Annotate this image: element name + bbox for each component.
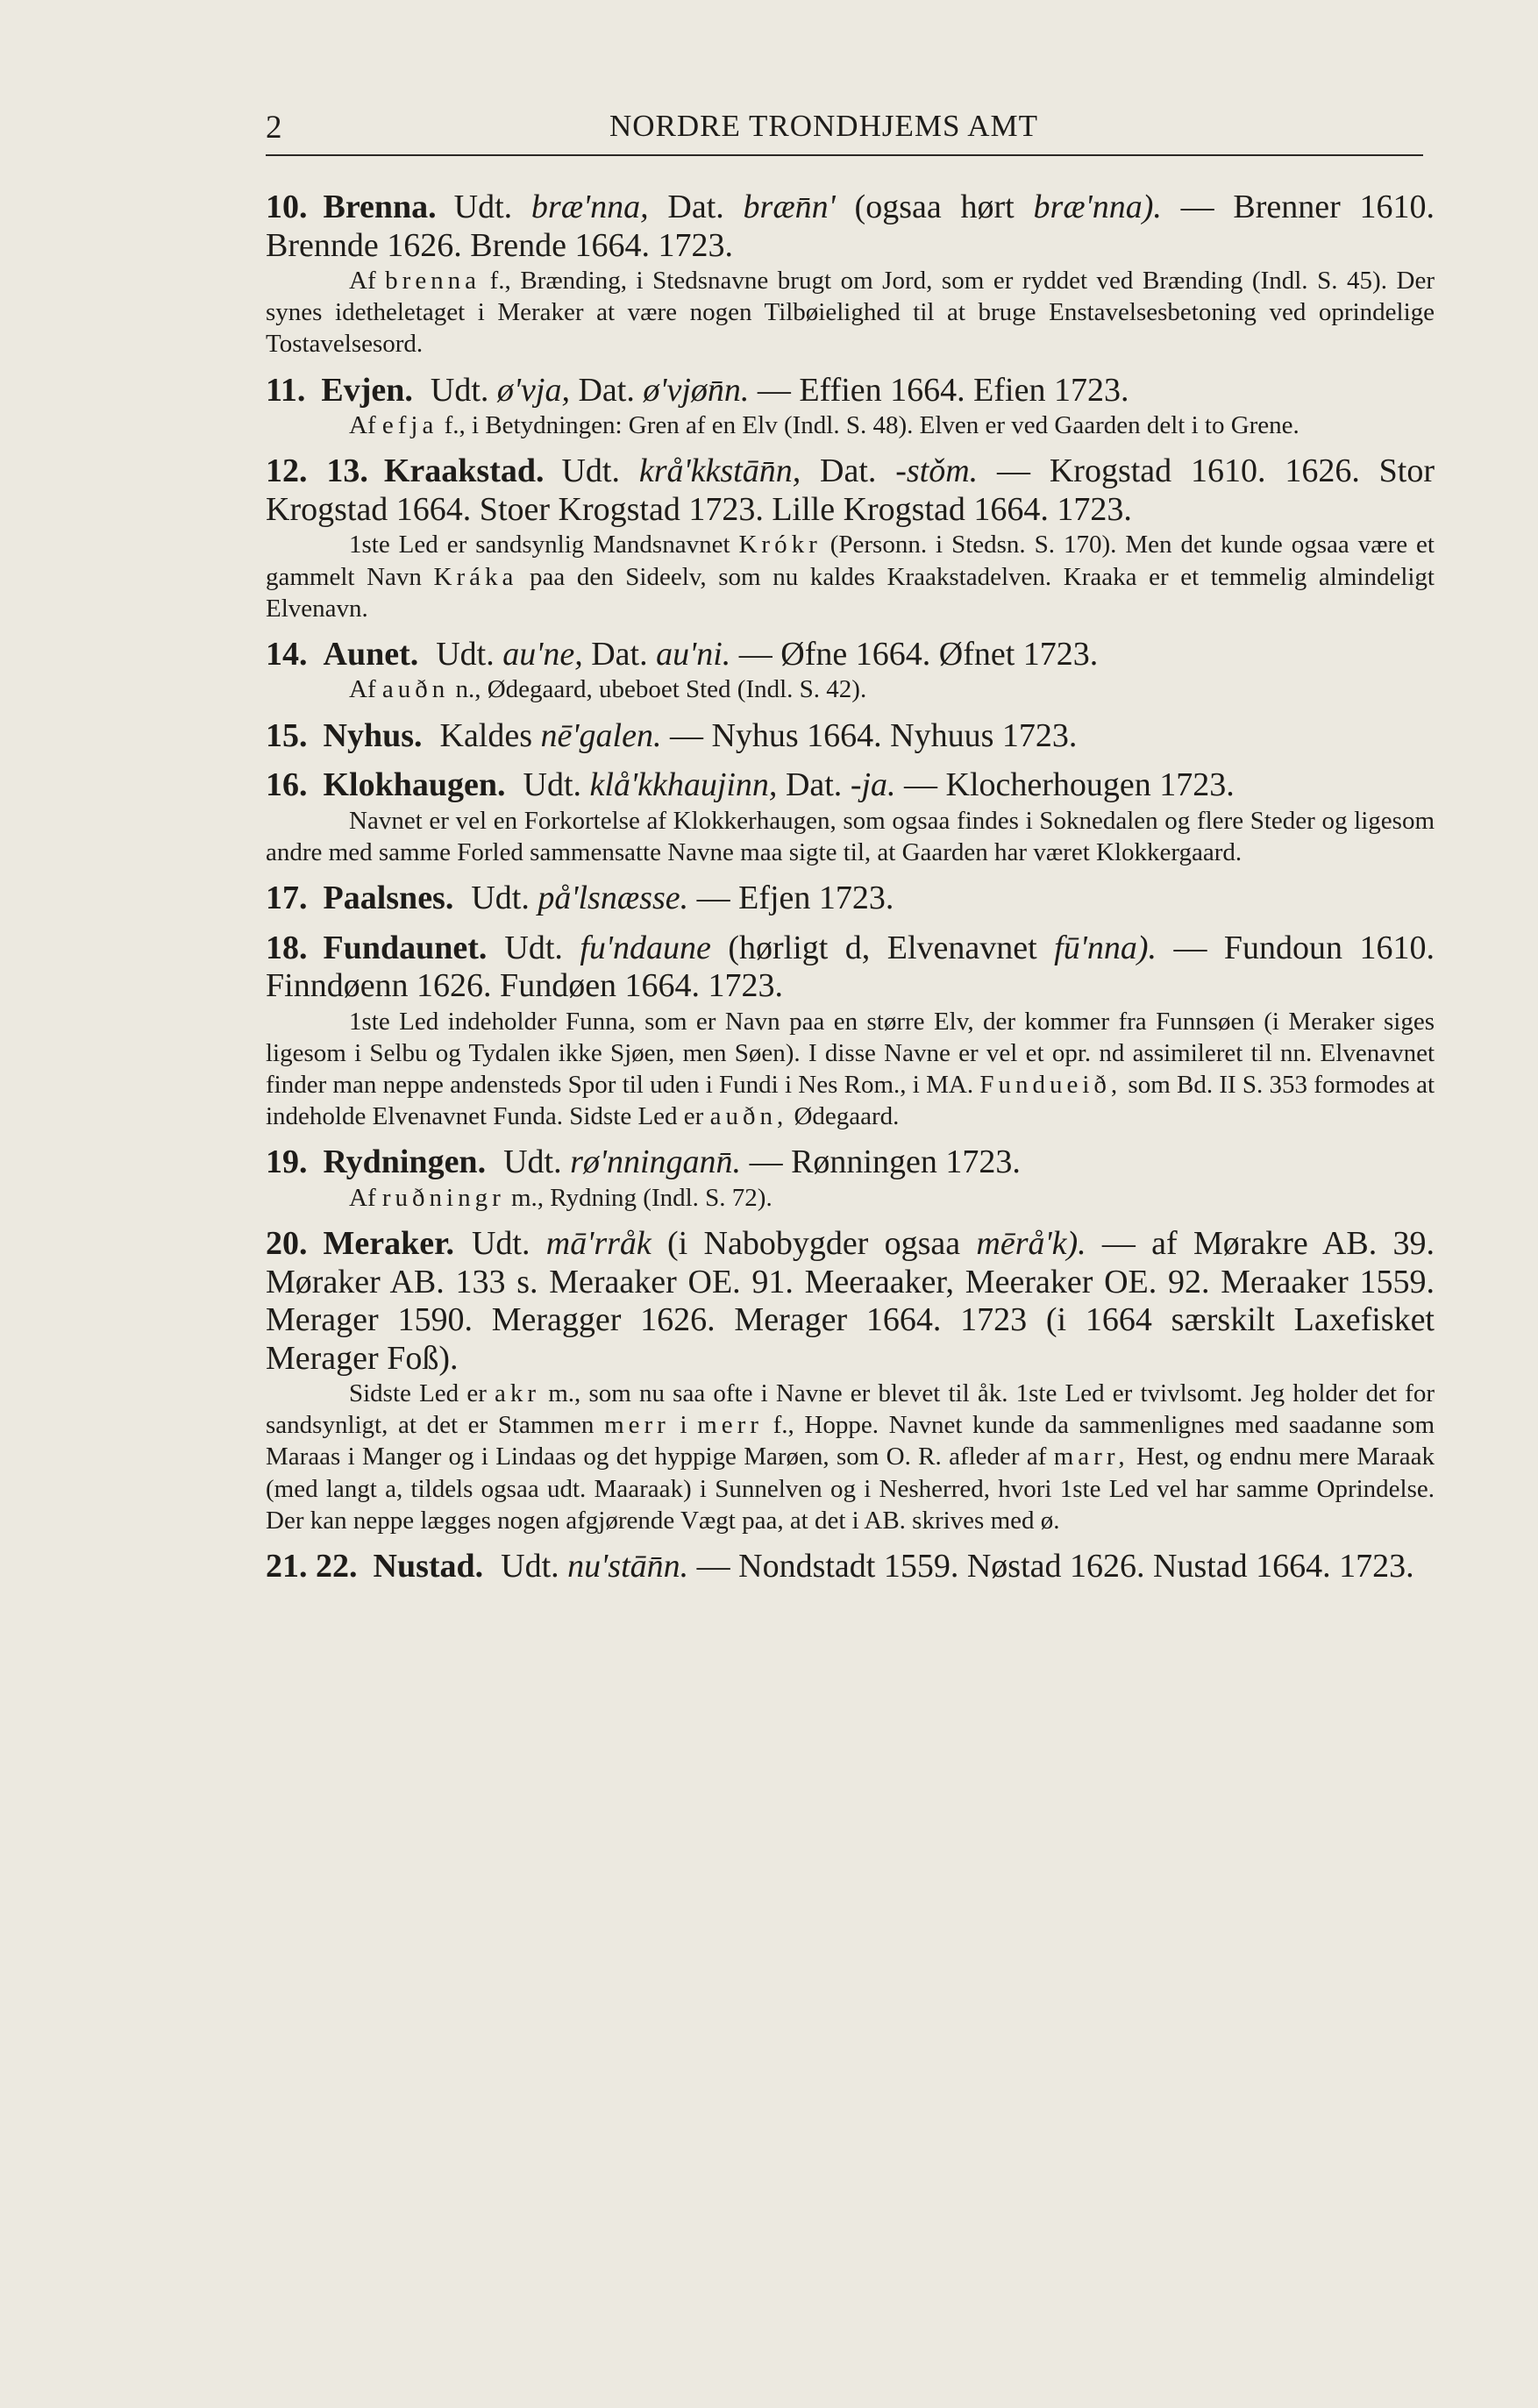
entry-text: — Brenner 1610. Brennde 1626. Brende 1664. 1723. <box>266 189 1435 264</box>
note-text: m., Rydning (Indl. S. 72). <box>504 1183 773 1212</box>
entry-note <box>266 805 1435 868</box>
entry-heading <box>266 1143 1435 1182</box>
entry-text: — Rønningen 1723. <box>741 1143 1021 1181</box>
entry-text: (hørligt d, Elvenavnet <box>710 929 1055 966</box>
spaced-word: merr <box>697 1411 763 1440</box>
running-title: NORDRE TRONDHJEMS AMT <box>609 109 1039 143</box>
entry-name: Nyhus. <box>323 716 423 754</box>
entry-heading <box>266 880 1435 918</box>
entry-note <box>266 1182 1435 1214</box>
entry-name: Rydningen. <box>323 1143 487 1181</box>
entry-text: Dat. <box>582 635 657 673</box>
pronunciation: mērå'k). <box>976 1225 1086 1263</box>
entry-text: Dat. <box>569 371 644 409</box>
spaced-word: Fundueið, <box>979 1070 1122 1099</box>
entry-text: Dat. <box>777 766 851 804</box>
spaced-word: brenna <box>385 267 481 295</box>
page-header <box>266 105 1423 156</box>
entry-heading <box>266 452 1435 529</box>
entry-heading <box>266 189 1435 265</box>
note-text: f., i Betydningen: Gren af en Elv (Indl. S. 48). Elven er ved Gaarden delt i to Grene. <box>438 411 1299 440</box>
note-text: Af <box>349 675 382 704</box>
entry-text: — Klocherhougen 1723. <box>895 766 1235 804</box>
entry-text: Udt. <box>471 1225 546 1263</box>
entry-number: 10. <box>266 189 308 225</box>
spaced-word: ruðningr <box>381 1183 505 1212</box>
entry-text: (i Nabobygder ogsaa <box>651 1225 977 1263</box>
entry-number: 12. 13. <box>266 452 368 490</box>
entry-name: Aunet. <box>323 635 419 673</box>
entry-text: — Fundoun 1610. Finndøenn 1626. Fundøen 1664. 1723. <box>266 929 1435 1005</box>
entry-note <box>266 673 1435 705</box>
spaced-word: efja <box>381 411 438 440</box>
entry-text: Udt. <box>471 880 538 917</box>
note-text: Navnet er vel en Forkortelse af Klokkerhaugen, som ogsaa findes i Soknedalen og flere Steder og ligesom andre med samme Forled sammensatte Navne maa sigte til, at Gaarden har været Klokkergaard. <box>266 806 1435 866</box>
entry-heading <box>266 930 1435 1006</box>
note-text: (Personn. i Stedsn. S. 170). Men det kunde ogsaa være et gammelt Navn <box>266 531 1435 591</box>
entry-heading <box>266 1225 1435 1378</box>
pronunciation: krå'kkstān̄n, <box>638 452 801 490</box>
pronunciation: nē'galen. <box>540 716 662 754</box>
spaced-word: merr <box>604 1411 670 1440</box>
entry-name: Kraakstad. <box>383 452 545 490</box>
pronunciation: fu'ndaune <box>580 929 711 966</box>
entry-name: Meraker. <box>323 1225 454 1263</box>
note-text: 1ste Led er sandsynlig Mandsnavnet <box>349 531 739 559</box>
entry-number: 11. <box>266 371 306 409</box>
entry-heading <box>266 372 1435 410</box>
entry-text: Udt. <box>436 635 503 673</box>
entry-text: Udt. <box>453 189 531 225</box>
entry-note <box>266 1006 1435 1133</box>
entry-text: Dat. <box>801 452 896 490</box>
entry-number: 19. <box>266 1143 308 1181</box>
entry-name: Fundaunet. <box>323 929 488 966</box>
entry-name: Brenna. <box>323 189 437 225</box>
note-text: som Bd. II S. 353 formodes at indeholde Elvenavnet Funda. Sidste Led er <box>266 1070 1435 1131</box>
entry-text: Udt. <box>561 452 639 490</box>
entry-heading <box>266 766 1435 805</box>
entry-text: — Krogstad 1610. 1626. Stor Krogstad 1664. Stoer Krogstad 1723. Lille Krogstad 1664. 1723. <box>266 452 1435 528</box>
entry-heading <box>266 717 1435 756</box>
entry-name: Paalsnes. <box>323 880 454 917</box>
entry-note <box>266 1378 1435 1536</box>
pronunciation: fū'nna). <box>1054 929 1157 966</box>
entry-name: Evjen. <box>321 371 413 409</box>
entry-number: 16. <box>266 766 308 804</box>
note-text: m., som nu saa ofte i Navne er blevet til åk. 1ste Led er tvivlsomt. Jeg holder det for sandsynligt, at det er Stammen <box>266 1379 1435 1440</box>
entry-number: 17. <box>266 880 308 917</box>
note-text: f., Brænding, i Stedsnavne brugt om Jord, som er ryddet ved Brænding (Indl. S. 45). Der synes idetheletaget i Meraker at være nogen Tilbøielighed til at bruge Enstavelsesbetoning ved oprindelige Tostavelsesord. <box>266 267 1435 359</box>
note-text: Af <box>349 1183 382 1212</box>
note-text: Hest, og endnu mere Maraak (med langt a, tildels ogsaa udt. Maaraak) i Sunnelven og i Nesherred, hvori 1ste Led vel har samme Oprindelse. Der kan neppe lægges nogen afgjørende Vægt paa, at det i AB. skrives med ø. <box>266 1443 1435 1535</box>
entry-text: — Nyhus 1664. Nyhuus 1723. <box>661 716 1078 754</box>
entry-text: Udt. <box>504 929 580 966</box>
pronunciation: au'ni. <box>656 635 731 673</box>
entry-text: Udt. <box>523 766 590 804</box>
spaced-word: auðn <box>381 675 450 704</box>
entry-text: Dat. <box>648 189 744 225</box>
entry-heading <box>266 636 1435 674</box>
entry-text: — Nondstadt 1559. Nøstad 1626. Nustad 1664. 1723. <box>688 1548 1414 1585</box>
pronunciation: bræ'nna). <box>1033 189 1162 225</box>
entry-number: 15. <box>266 716 308 754</box>
entry-note <box>266 529 1435 624</box>
note-text: Af <box>349 267 386 295</box>
entry-text: Kaldes <box>439 716 541 754</box>
note-text: Ødegaard. <box>787 1102 900 1131</box>
entry-heading <box>266 1548 1435 1586</box>
page-number: 2 <box>266 110 282 146</box>
pronunciation: nu'stān̄n. <box>567 1548 689 1585</box>
spaced-word: akr <box>495 1379 541 1408</box>
pronunciation: klå'kkhaujinn, <box>589 766 778 804</box>
pronunciation: au'ne, <box>502 635 583 673</box>
note-text: 1ste Led indeholder Funna, som er Navn paa en større Elv, der kommer fra Funnsøen (i Meraker siges ligesom i Selbu og Tydalen ikke Sjøen, men Søen). I disse Navne er vel et opr. nd assimileret til nn. Elvenavnet finder man neppe andensteds Spor til uden i Fundi i Nes Rom., i MA. <box>266 1007 1435 1099</box>
entry-text: — Efjen 1723. <box>688 880 894 917</box>
spaced-word: Krókr <box>738 531 822 559</box>
header-rule <box>266 154 1423 156</box>
pronunciation: mā'rråk <box>545 1225 652 1263</box>
pronunciation: rø'nningann̄. <box>570 1143 742 1181</box>
pronunciation: på'lsnæsse. <box>538 880 689 917</box>
entry-text: Udt. <box>430 371 497 409</box>
pronunciation: ø'vja, <box>496 371 570 409</box>
note-text: n., Ødegaard, ubeboet Sted (Indl. S. 42). <box>449 675 867 704</box>
note-text: i <box>669 1411 698 1440</box>
spaced-word: auðn, <box>709 1102 788 1131</box>
entry-number: 21. 22. <box>266 1548 358 1585</box>
entry-text: (ogsaa hørt <box>835 189 1034 225</box>
entry-text: Udt. <box>503 1143 571 1181</box>
pronunciation: bræ'nna, <box>530 189 649 225</box>
entry-text: Udt. <box>501 1548 568 1585</box>
spaced-word: Kráka <box>433 562 518 591</box>
entry-name: Nustad. <box>373 1548 484 1585</box>
entry-number: 20. <box>266 1225 308 1263</box>
entry-name: Klokhaugen. <box>323 766 506 804</box>
entry-note <box>266 410 1435 441</box>
spaced-word: marr, <box>1053 1443 1129 1471</box>
note-text: f., Hoppe. Navnet kunde da sammenlignes med saadanne som Maraas i Manger og i Lindaas og det hyppige Marøen, som O. R. afleder af <box>266 1411 1435 1471</box>
entry-number: 14. <box>266 635 308 673</box>
pronunciation: -ja. <box>850 766 896 804</box>
pronunciation: ø'vjøn̄n. <box>643 371 750 409</box>
entry-text: — Effien 1664. Efien 1723. <box>749 371 1129 409</box>
note-text: paa den Sideelv, som nu kaldes Kraakstadelven. Kraaka er et temmelig almindeligt Elvenavn. <box>266 562 1435 623</box>
entry-text: — af Mørakre AB. 39. Møraker AB. 133 s. Meraaker OE. 91. Meeraaker, Meeraker OE. 92. Meraaker 1559. Merager 1590. Meragger 1626. Merager 1664. 1723 (i 1664 særskilt Laxefisket Merager Foß). <box>266 1225 1435 1377</box>
note-text: Sidste Led er <box>349 1379 495 1408</box>
note-text: Af <box>349 411 382 440</box>
entry-text: — Øfne 1664. Øfnet 1723. <box>730 635 1099 673</box>
entry-note <box>266 265 1435 360</box>
page-body <box>266 189 1435 1586</box>
pronunciation: -stǒm. <box>895 452 979 490</box>
pronunciation: bræn̄n' <box>743 189 836 225</box>
entry-number: 18. <box>266 929 308 966</box>
